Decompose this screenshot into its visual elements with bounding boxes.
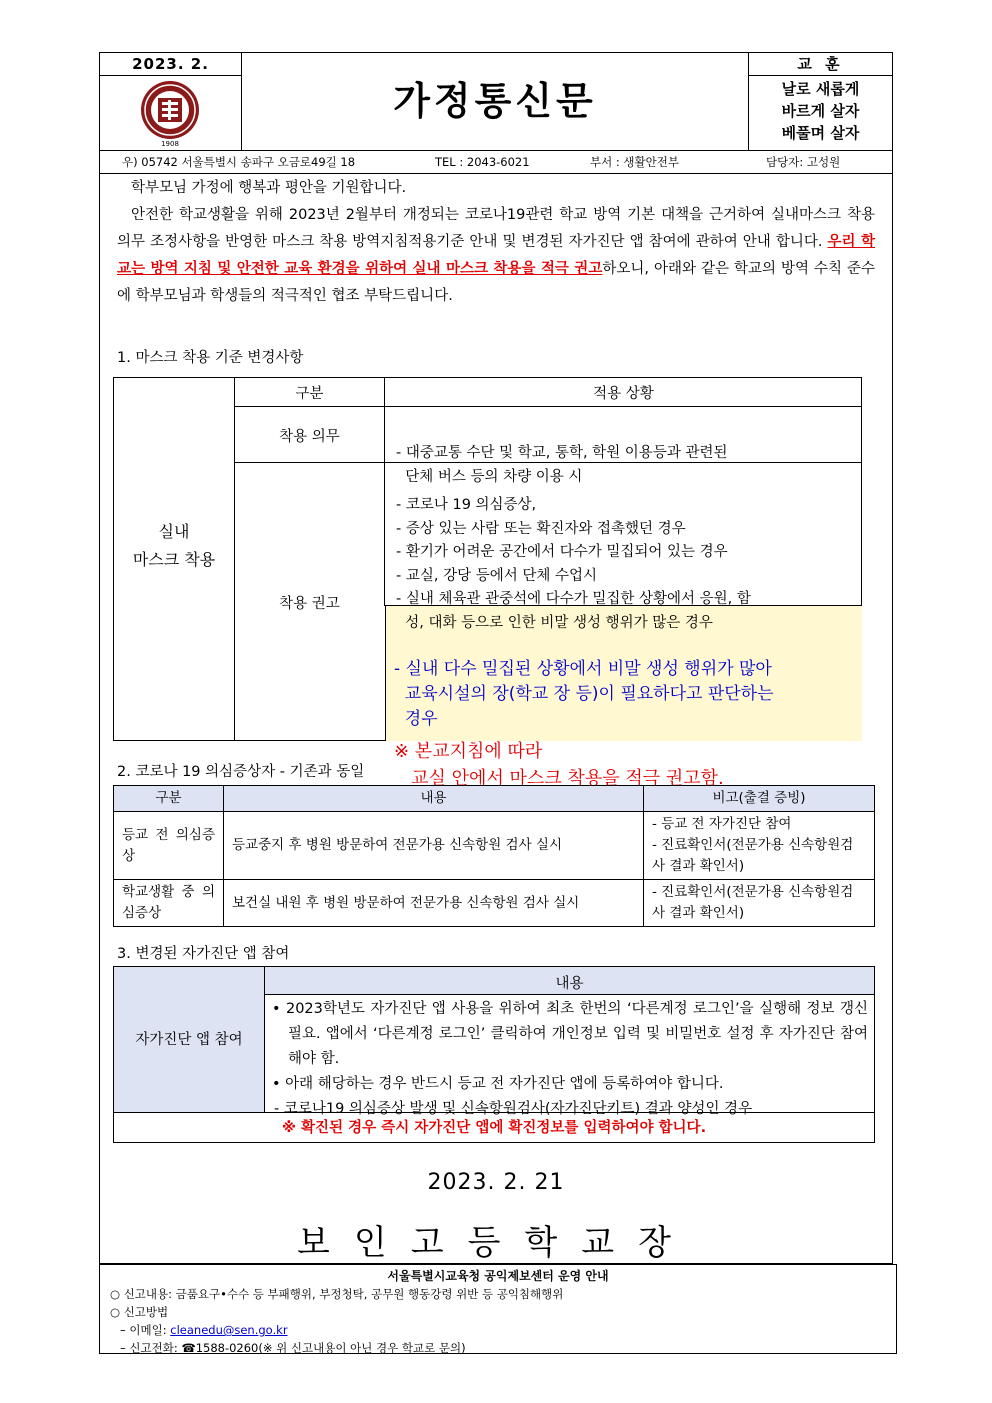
app-content [272,997,868,1122]
issue-date: 2023. 2. [132,55,209,73]
row-content: - 코로나 19 의심증상, - 증상 있는 사람 또는 확진자와 접촉했던 경우 - 환기가 어려운 공간에서 다수가 밀집되어 있는 경우 - 교실, 강당 등에서 단체 수업시 - 실내 체육관 관중석에 다수가 밀집한 상황에서 응원, 함 성, 대화 등으로 인한 비말 생성 행위가 많은 경우 [396,497,751,631]
table-row: 등교 전 의심증상 등교중지 후 병원 방문하여 전문가용 신속항원 검사 실시 - 등교 전 자가진단 참여 - 진료확인서(전문가용 신속항원검사 결과 확인서) [114,812,875,880]
intro-paragraph: 안전한 학교생활을 위해 2023년 2월부터 개정되는 코로나19관련 학교 방역 기본 대책을 근거하여 실내마스크 착용 의무 조정사항을 반영한 마스크 착용 방역지침적용기준 안내 및 변경된 자가진단 앱 참여에 관하여 안내 합니다. 우리 학교는 방역 지침 및 안전한 교육 환경을 위하여 실내 마스크 착용을 적극 권고하오니, 아래와 같은 학교의 방역 수칙 준수에 학부모님과 학생들의 적극적인 협조 부탁드립니다. [117,207,875,304]
table-row: 학교생활 중 의심증상 보건실 내원 후 병원 방문하여 전문가용 신속항원 검사 실시 - 진료확인서(전문가용 신속항원검사 결과 확인서) [114,880,875,927]
motto-line: 베풀며 살자 [781,124,860,142]
motto-list [749,78,892,144]
footer-line: – 신고전화: ☎1588-0260(※ 위 신고내용이 아닌 경우 학교로 문의) [120,1341,466,1355]
list-item: - 코로나19 의심증상 발생 및 신속항원검사(자가진단키트) 결과 양성인 경우 [274,1101,753,1117]
manager: 담당자: 고성원 [766,155,841,169]
motto-line: 바르게 살자 [781,102,860,120]
row-label: 착용 의무 [279,429,340,445]
table-header: 비고(출결 증빙) [644,786,875,812]
col-header: 구분 [295,386,324,402]
table-header: 구분 [114,786,224,812]
school-address: 우) 05742 서울특별시 송파구 오금로49길 18 [122,155,356,169]
highlight-text: 우리 학교는 방역 지침 및 안전한 교육 환경을 위하여 실내 마스크 착용을 적극 권고 [117,234,875,277]
divider [99,173,893,174]
row-content: - 대중교통 수단 및 학교, 통학, 학원 이용등과 관련된 단체 버스 등의 차량 이용 시 [396,445,728,485]
school-tel: TEL : 2043-6021 [435,155,530,169]
footer-line: ○ 신고내용: 금품요구•수수 등 부패행위, 부정청탁, 공무원 행동강령 위반 등 공익침해행위 [110,1287,564,1301]
footer-box [99,1264,897,1354]
email-link[interactable]: cleanedu@sen.go.kr [170,1323,288,1337]
department: 부서 : 생활안전부 [590,155,679,169]
list-item: • 아래 해당하는 경우 반드시 등교 전 자가진단 앱에 등록하여야 합니다. [272,1076,724,1092]
svg-text:1908: 1908 [161,140,179,148]
table-header: 내용 [555,976,584,992]
mask-category: 실내 마스크 착용 [132,522,216,569]
principal-name: 보인고등학교장 [297,1223,695,1263]
greeting: 학부모님 가정에 행복과 평안을 기원합니다. [131,180,407,196]
table-header: 내용 [224,786,644,812]
title-cell [242,53,748,150]
school-logo-icon [138,78,202,148]
section-title: 2. 코로나 19 의심증상자 - 기존과 동일 [117,764,365,780]
section-title: 3. 변경된 자가진단 앱 참여 [117,946,290,962]
footer-line: – 이메일: cleanedu@sen.go.kr [120,1323,288,1337]
col-header: 적용 상황 [593,386,654,402]
address-bar [100,151,892,173]
footer-title: 서울특별시교육청 공익제보센터 운영 안내 [387,1269,609,1283]
warning-text: ※ 확진된 경우 즉시 자가진단 앱에 확진정보를 입력하여야 합니다. [281,1120,707,1136]
symptom-table [113,785,875,927]
row-label: 착용 권고 [279,596,340,612]
footer-line: ○ 신고방법 [110,1305,169,1319]
app-label: 자가진단 앱 참여 [135,1032,243,1048]
school-note: ※ 본교지침에 따라 교실 안에서 마스크 착용을 적극 권고함. [394,741,724,789]
closing-date: 2023. 2. 21 [427,1170,565,1195]
list-item: • 2023학년도 자가진단 앱 사용을 위하여 최초 한번의 ‘다른계정 로그인’을 실행해 정보 갱신 필요. 앱에서 ‘다른계정 로그인’ 클릭하여 개인정보 입력 및 비밀번호 설정 후 자가진단 참여해야 함. [272,1001,868,1067]
page-title: 가정통신문 [393,79,597,123]
section-title: 1. 마스크 착용 기준 변경사항 [117,350,304,366]
motto-title: 교 훈 [797,55,844,73]
highlight-content: - 실내 다수 밀집된 상황에서 비말 생성 행위가 많아 교육시설의 장(학교 장 등)이 필요하다고 판단하는 경우 [394,659,774,729]
motto-line: 날로 새롭게 [781,80,860,98]
